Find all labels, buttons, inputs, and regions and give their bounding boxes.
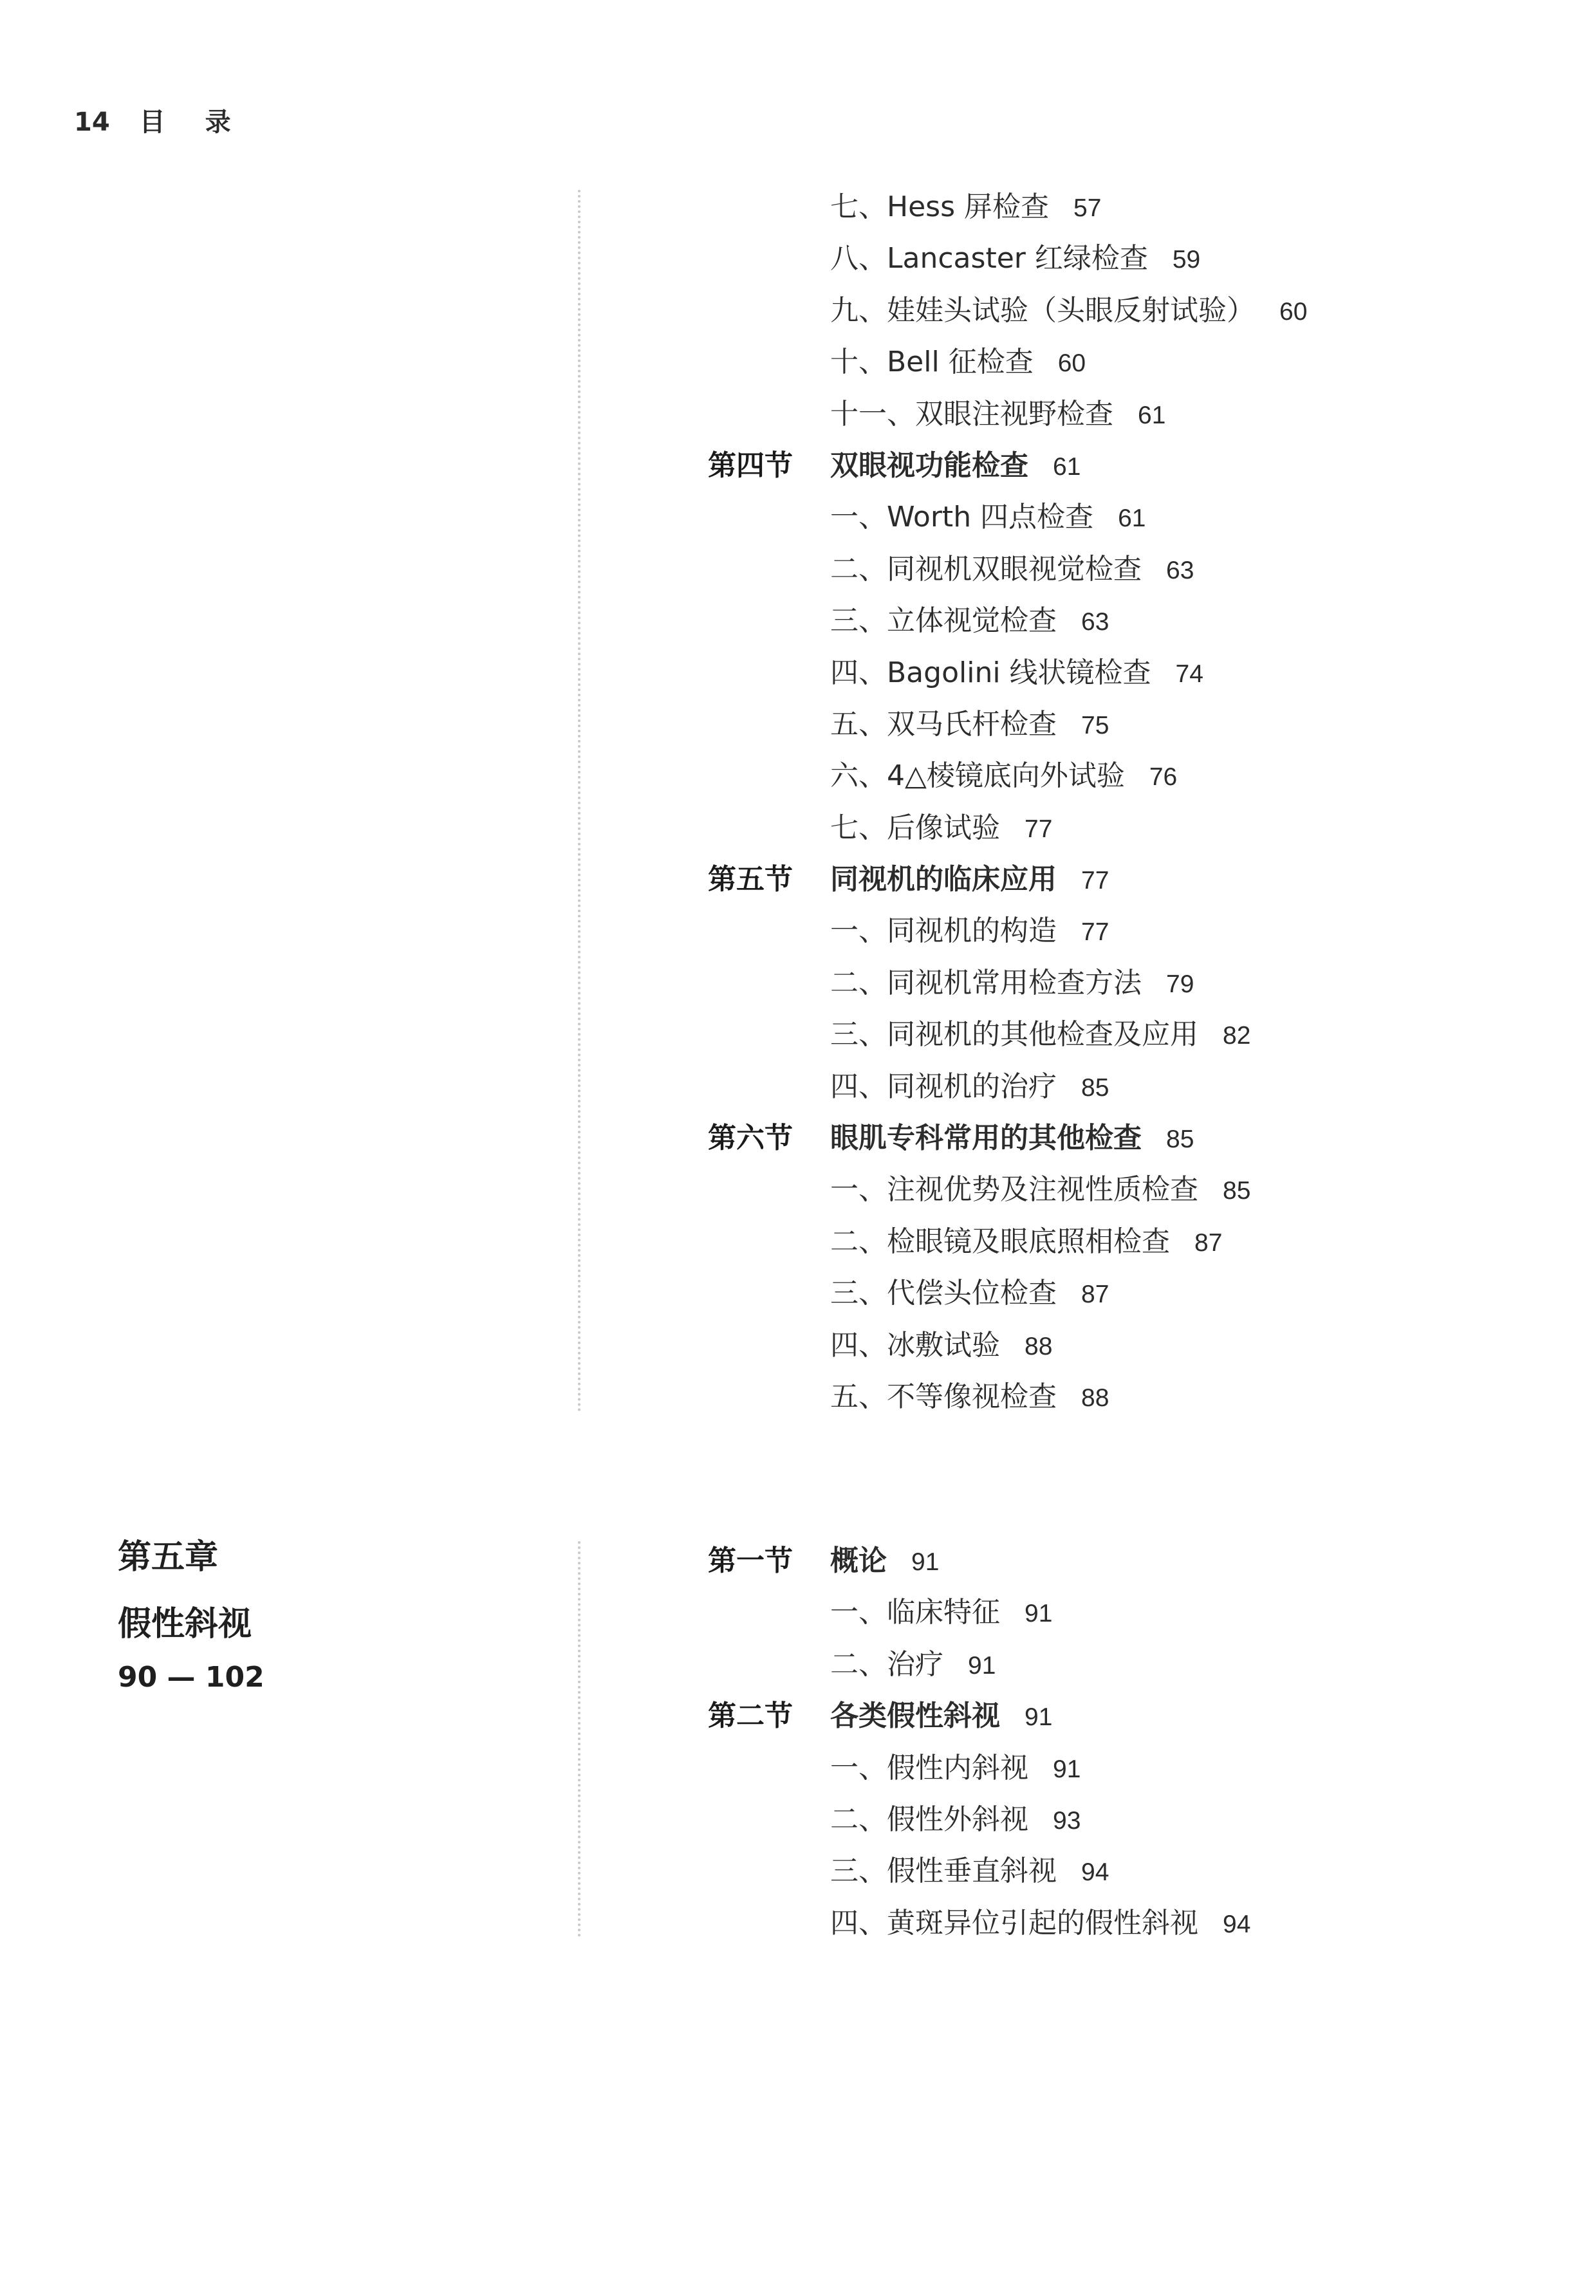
entry-title: 七、后像试验 bbox=[830, 811, 1000, 844]
page-ref: 77 bbox=[1081, 918, 1109, 947]
page-ref: 77 bbox=[1081, 867, 1109, 895]
entry-title: 七、Hess 屏检查 bbox=[830, 190, 1049, 223]
page-ref: 91 bbox=[1025, 1600, 1053, 1628]
chapter-number: 第五章 bbox=[118, 1538, 219, 1577]
entry-title: 一、临床特征 bbox=[830, 1596, 1000, 1629]
entry-title: 二、治疗 bbox=[830, 1647, 943, 1681]
page-ref: 79 bbox=[1166, 970, 1194, 998]
entry-title: 九、娃娃头试验（头眼反射试验） bbox=[830, 293, 1255, 327]
entry-title: 一、Worth 四点检查 bbox=[830, 501, 1094, 534]
entry-title: 三、同视机的其他检查及应用 bbox=[830, 1018, 1198, 1051]
page-ref: 61 bbox=[1053, 452, 1081, 481]
section-title: 同视机的临床应用 bbox=[830, 863, 1057, 896]
header-title: 目 录 bbox=[139, 107, 246, 137]
entry-title: 五、双马氏杆检查 bbox=[830, 707, 1057, 741]
entry-title: 五、不等像视检查 bbox=[830, 1380, 1057, 1413]
entry-title: 三、代偿头位检查 bbox=[830, 1277, 1057, 1310]
page-ref: 94 bbox=[1223, 1910, 1251, 1938]
page-ref: 94 bbox=[1081, 1858, 1109, 1887]
entry-title: 一、假性内斜视 bbox=[830, 1751, 1028, 1784]
page-ref: 61 bbox=[1138, 401, 1166, 429]
entry-title: 四、同视机的治疗 bbox=[830, 1069, 1057, 1103]
entry-title: 二、同视机常用检查方法 bbox=[830, 966, 1142, 999]
page-ref: 85 bbox=[1166, 1125, 1194, 1154]
page-ref: 88 bbox=[1025, 1332, 1053, 1360]
chapter-heading bbox=[118, 1535, 264, 1697]
entry-title: 二、假性外斜视 bbox=[830, 1802, 1028, 1836]
entry-title: 三、假性垂直斜视 bbox=[830, 1855, 1057, 1888]
section-label: 第五节 bbox=[708, 863, 793, 896]
entry-title: 十、Bell 征检查 bbox=[830, 346, 1034, 379]
page-ref: 74 bbox=[1175, 660, 1203, 688]
page-ref: 57 bbox=[1073, 194, 1102, 222]
entry-title: 八、Lancaster 红绿检查 bbox=[830, 242, 1148, 275]
entry-title: 四、Bagolini 线状镜检查 bbox=[830, 656, 1151, 689]
section-title: 双眼视功能检查 bbox=[830, 449, 1028, 482]
chapter-title: 假性斜视 bbox=[118, 1605, 252, 1643]
entry-title: 四、黄斑异位引起的假性斜视 bbox=[830, 1906, 1198, 1940]
page-ref: 63 bbox=[1081, 608, 1109, 636]
page-ref: 61 bbox=[1118, 505, 1146, 533]
section-label: 第六节 bbox=[708, 1122, 793, 1155]
entry-title: 三、立体视觉检查 bbox=[830, 604, 1057, 638]
page-ref: 75 bbox=[1081, 711, 1109, 739]
page-ref: 82 bbox=[1223, 1022, 1251, 1050]
page-ref: 63 bbox=[1166, 556, 1194, 584]
page-ref: 87 bbox=[1194, 1228, 1223, 1257]
section-title: 眼肌专科常用的其他检查 bbox=[830, 1122, 1142, 1155]
page-ref: 59 bbox=[1172, 246, 1201, 274]
section-label: 第四节 bbox=[708, 449, 793, 482]
page-ref: 87 bbox=[1081, 1281, 1109, 1309]
section-title: 各类假性斜视 bbox=[830, 1699, 1000, 1733]
section-label: 第一节 bbox=[708, 1544, 793, 1577]
page-ref: 91 bbox=[968, 1651, 996, 1680]
entry-title: 一、注视优势及注视性质检查 bbox=[830, 1173, 1198, 1207]
entry-title: 一、同视机的构造 bbox=[830, 914, 1057, 948]
page-header bbox=[74, 102, 246, 138]
page-ref: 77 bbox=[1025, 815, 1053, 843]
section-label: 第二节 bbox=[708, 1699, 793, 1733]
chapter-page-range: 90 — 102 bbox=[118, 1661, 264, 1694]
page-ref: 76 bbox=[1149, 763, 1178, 792]
page-ref: 93 bbox=[1053, 1806, 1081, 1835]
entry-title: 十一、双眼注视野检查 bbox=[830, 397, 1113, 430]
entry-title: 四、冰敷试验 bbox=[830, 1328, 1000, 1362]
page-ref: 91 bbox=[911, 1548, 940, 1576]
entry-title: 二、同视机双眼视觉检查 bbox=[830, 552, 1142, 586]
dotted-divider bbox=[578, 1541, 580, 1937]
page-ref: 60 bbox=[1279, 297, 1308, 326]
entry-title: 二、检眼镜及眼底照相检查 bbox=[830, 1225, 1170, 1258]
page-ref: 88 bbox=[1081, 1384, 1109, 1412]
entry-title: 六、4△棱镜底向外试验 bbox=[830, 759, 1125, 793]
page-ref: 91 bbox=[1053, 1755, 1081, 1783]
page-number: 14 bbox=[74, 107, 110, 137]
page-ref: 85 bbox=[1223, 1177, 1251, 1205]
dotted-divider bbox=[578, 190, 580, 1412]
page-ref: 91 bbox=[1025, 1703, 1053, 1732]
page-ref: 60 bbox=[1057, 349, 1086, 378]
page-ref: 85 bbox=[1081, 1073, 1109, 1102]
section-title: 概论 bbox=[830, 1544, 887, 1577]
